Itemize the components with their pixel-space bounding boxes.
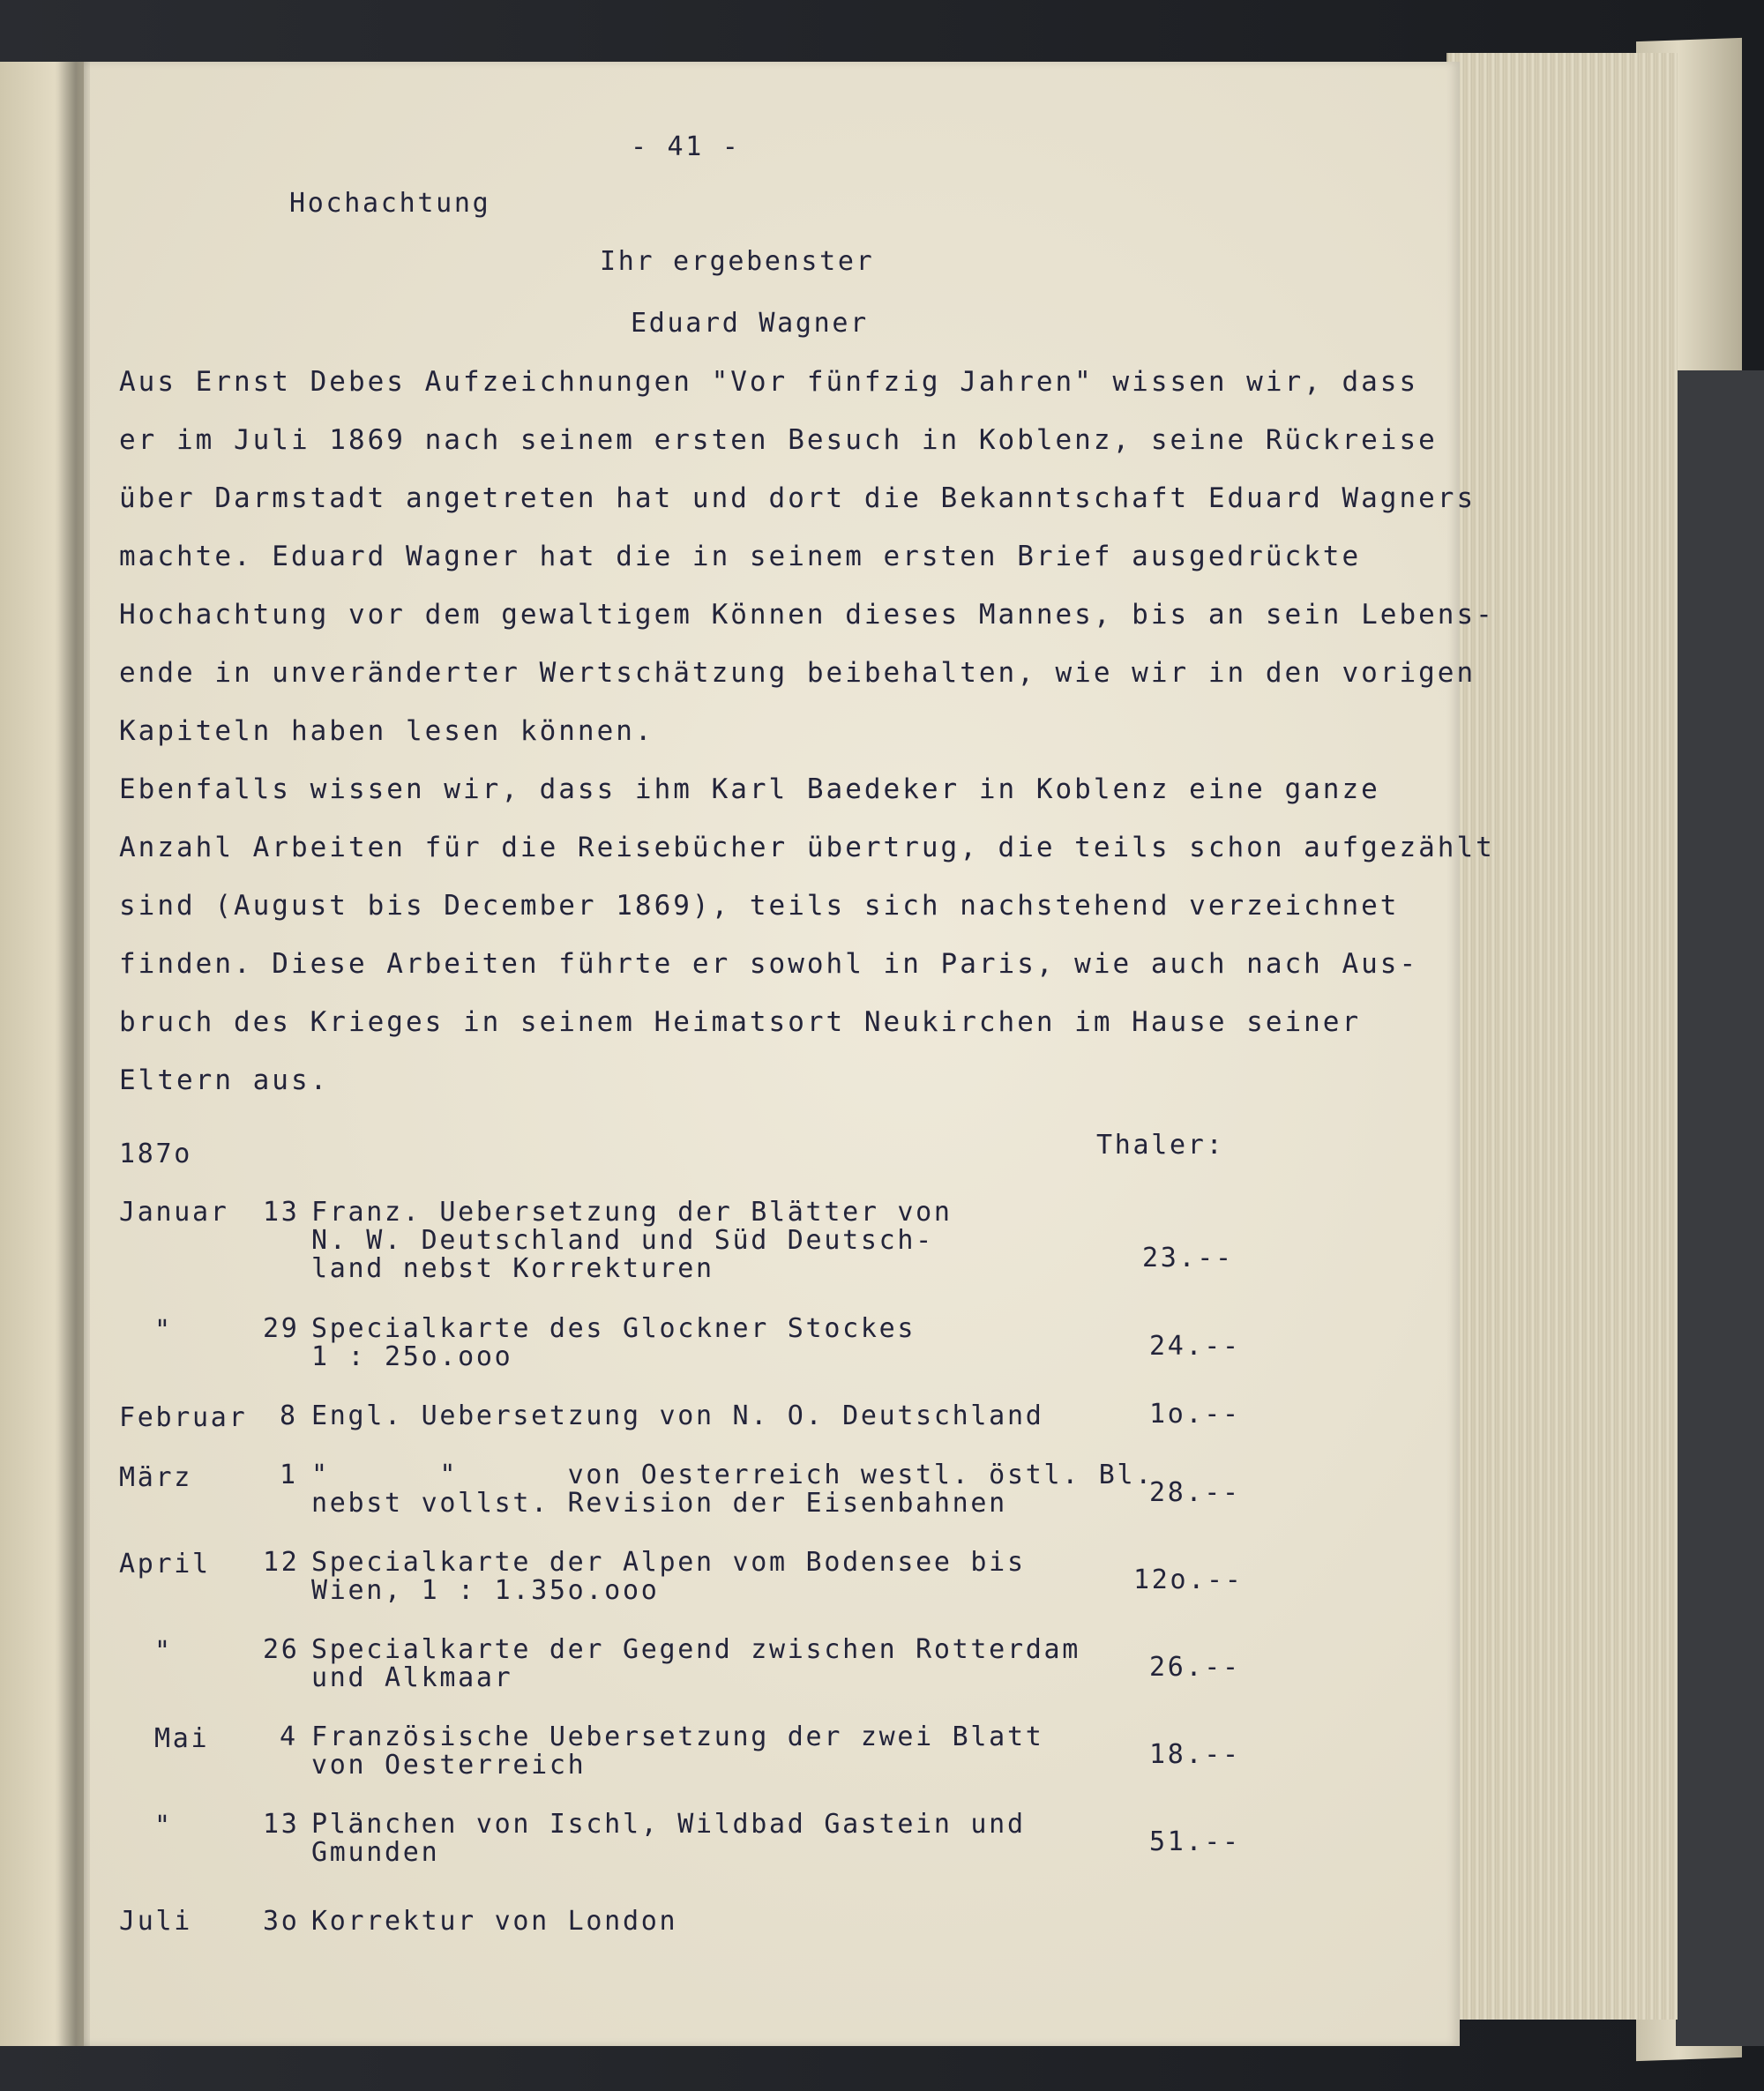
paragraph-line: bruch des Krieges in seinem Heimatsort Neukirchen im Hause seiner [119,1006,1362,1038]
entry-amount: 26.-- [1149,1652,1241,1683]
entry-description: Französische Uebersetzung der zwei Blatt [311,1721,1044,1752]
entry-description: " " von Oesterreich westl. östl. Bl. [311,1460,1155,1490]
paragraph-line: Eltern aus. [119,1064,330,1096]
entry-amount: 1o.-- [1149,1399,1241,1430]
table-year: 187o [119,1139,193,1169]
entry-day: 26 [263,1634,300,1665]
paragraph-line: ende in unveränderter Wertschätzung beibehalten, wie wir in den vorigen [119,657,1476,689]
letter-salutation: Hochachtung [289,188,491,219]
entry-day: 29 [263,1313,300,1344]
entry-description: von Oesterreich [311,1750,587,1781]
entry-month: Juli [119,1906,193,1937]
paragraph-line: Kapiteln haben lesen können. [119,715,654,747]
entry-amount: 28.-- [1149,1477,1241,1508]
book-spine-shadow [55,62,90,2046]
entry-description: Specialkarte der Alpen vom Bodensee bis [311,1547,1026,1578]
page-number: - 41 - [631,131,741,162]
entry-month: April [119,1549,211,1579]
entry-description: nebst vollst. Revision der Eisenbahnen [311,1488,1007,1519]
typewritten-page [84,62,1495,2046]
entry-description: Korrektur von London [311,1906,678,1937]
entry-month: Februar [119,1402,248,1433]
entry-description: N. W. Deutschland und Süd Deutsch- [311,1225,934,1256]
entry-description: Specialkarte der Gegend zwischen Rotterdam [311,1634,1080,1665]
page-block-edge [1446,53,1678,2020]
paragraph-line: finden. Diese Arbeiten führte er sowohl in Paris, wie auch nach Aus- [119,948,1419,980]
entry-day: 12 [263,1547,300,1578]
entry-amount: 12o.-- [1133,1565,1244,1595]
entry-day: 4 [280,1721,298,1752]
paragraph-line: sind (August bis December 1869), teils sich nachstehend verzeichnet [119,890,1400,922]
paragraph-line: machte. Eduard Wagner hat die in seinem ersten Brief ausgedrückte [119,541,1362,572]
letter-closing: Ihr ergebenster [600,246,875,277]
entry-month: Mai [154,1723,210,1754]
book-cover-shadow [1676,370,1764,2046]
entry-month: " [154,1315,173,1346]
paragraph-line: Aus Ernst Debes Aufzeichnungen "Vor fünfzig Jahren" wissen wir, dass [119,366,1419,398]
entry-amount: 23.-- [1142,1243,1234,1273]
entry-day: 3o [263,1906,300,1937]
entry-day: 8 [280,1400,298,1431]
paragraph-line: über Darmstadt angetreten hat und dort die Bekanntschaft Eduard Wagners [119,482,1476,514]
entry-description: 1 : 25o.ooo [311,1341,513,1372]
entry-description: Plänchen von Ischl, Wildbad Gastein und [311,1809,1026,1840]
entry-description: Specialkarte des Glockner Stockes [311,1313,916,1344]
paragraph-line: Hochachtung vor dem gewaltigem Können dieses Mannes, bis an sein Lebens- [119,599,1495,631]
paragraph-line: Ebenfalls wissen wir, dass ihm Karl Baedeker in Koblenz eine ganze [119,773,1380,805]
entry-month: " [154,1811,173,1841]
entry-amount: 24.-- [1149,1331,1241,1362]
entry-description: Franz. Uebersetzung der Blätter von [311,1197,953,1228]
entry-description: Gmunden [311,1837,440,1868]
entry-amount: 18.-- [1149,1739,1241,1770]
entry-day: 13 [263,1197,300,1228]
entry-month: Januar [119,1197,229,1228]
entry-day: 13 [263,1809,300,1840]
entry-month: " [154,1636,173,1667]
letter-signature: Eduard Wagner [631,308,869,339]
entry-description: Engl. Uebersetzung von N. O. Deutschland [311,1400,1044,1431]
entry-description: und Alkmaar [311,1662,513,1693]
table-currency-header: Thaler: [1096,1130,1225,1161]
paragraph-line: Anzahl Arbeiten für die Reisebücher übertrug, die teils schon aufgezählt [119,832,1495,863]
entry-description: land nebst Korrekturen [311,1253,714,1284]
entry-month: März [119,1462,193,1493]
paragraph-line: er im Juli 1869 nach seinem ersten Besuch in Koblenz, seine Rückreise [119,424,1438,456]
entry-day: 1 [280,1460,298,1490]
entry-amount: 51.-- [1149,1826,1241,1857]
entry-description: Wien, 1 : 1.35o.ooo [311,1575,660,1606]
